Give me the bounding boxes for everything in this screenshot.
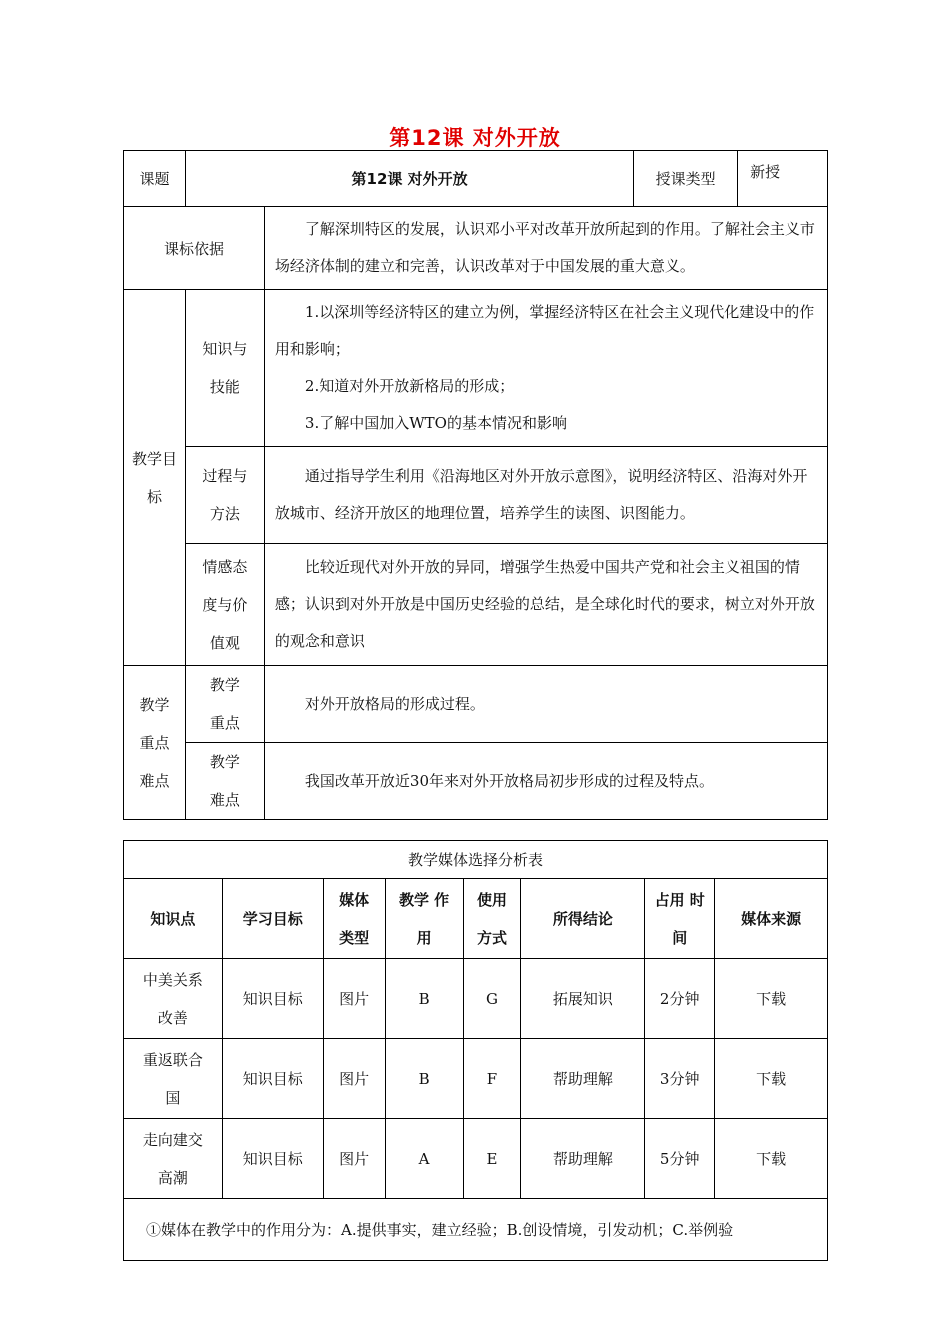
table-cell: B xyxy=(385,959,463,1039)
table-cell: 2分钟 xyxy=(645,959,715,1039)
table-cell: G xyxy=(463,959,521,1039)
col-header: 媒体类型 xyxy=(323,879,385,959)
media-note: ①媒体在教学中的作用分为：A.提供事实，建立经验；B.创设情境，引发动机；C.举例验 xyxy=(124,1199,828,1261)
media-table xyxy=(123,840,828,1261)
col-header: 使用方式 xyxy=(463,879,521,959)
table-cell: 图片 xyxy=(323,959,385,1039)
knowledge-items xyxy=(264,290,827,447)
topic-value: 第12课 对外开放 xyxy=(185,151,633,207)
table-cell: 图片 xyxy=(323,1119,385,1199)
table-cell: 3分钟 xyxy=(645,1039,715,1119)
basis-text: 了解深圳特区的发展，认识邓小平对改革开放所起到的作用。了解社会主义市场经济体制的建立和完善，认识改革对于中国发展的重大意义。 xyxy=(264,207,827,290)
table-cell: 知识目标 xyxy=(222,959,323,1039)
table-cell: 走向建交高潮 xyxy=(124,1119,223,1199)
table-cell: 重返联合国 xyxy=(124,1039,223,1119)
table-cell: 帮助理解 xyxy=(521,1119,645,1199)
table-cell: 下载 xyxy=(715,1039,828,1119)
type-value: 新授 xyxy=(738,151,828,207)
key-label: 教学重点 xyxy=(185,666,264,743)
col-header: 学习目标 xyxy=(222,879,323,959)
basis-label: 课标依据 xyxy=(124,207,265,290)
table-cell: B xyxy=(385,1039,463,1119)
emotion-label: 情感态度与价值观 xyxy=(185,544,264,666)
difficult-text: 我国改革开放近30年来对外开放格局初步形成的过程及特点。 xyxy=(264,743,827,820)
lesson-plan-table xyxy=(123,150,828,820)
col-header: 所得结论 xyxy=(521,879,645,959)
col-header: 知识点 xyxy=(124,879,223,959)
difficult-label: 教学难点 xyxy=(185,743,264,820)
table-cell: 中美关系改善 xyxy=(124,959,223,1039)
table-cell: 拓展知识 xyxy=(521,959,645,1039)
process-label: 过程与方法 xyxy=(185,447,264,544)
knowledge-item: 3.了解中国加入WTO的基本情况和影响 xyxy=(304,414,567,432)
process-text: 通过指导学生利用《沿海地区对外开放示意图》，说明经济特区、沿海对外开放城市、经济开放区的地理位置，培养学生的读图、识图能力。 xyxy=(264,447,827,544)
page-title: 第12课 对外开放 xyxy=(389,126,561,150)
key-text: 对外开放格局的形成过程。 xyxy=(264,666,827,743)
goals-label: 教学目标 xyxy=(124,290,186,666)
col-header: 教学 作用 xyxy=(385,879,463,959)
type-label: 授课类型 xyxy=(634,151,738,207)
table-cell: 知识目标 xyxy=(222,1119,323,1199)
table-row xyxy=(124,959,828,1039)
keypoints-label: 教学重点难点 xyxy=(124,666,186,820)
table-row xyxy=(124,1119,828,1199)
emotion-text: 比较近现代对外开放的异同，增强学生热爱中国共产党和社会主义祖国的情感；认识到对外开放是中国历史经验的总结，是全球化时代的要求，树立对外开放的观念和意识 xyxy=(264,544,827,666)
knowledge-item: 2.知道对外开放新格局的形成； xyxy=(304,377,515,395)
col-header: 占用 时间 xyxy=(645,879,715,959)
col-header: 媒体来源 xyxy=(715,879,828,959)
knowledge-label: 知识与技能 xyxy=(185,290,264,447)
table-row xyxy=(124,1039,828,1119)
table-cell: 帮助理解 xyxy=(521,1039,645,1119)
table-cell: 5分钟 xyxy=(645,1119,715,1199)
knowledge-item: 1.以深圳等经济特区的建立为例，掌握经济特区在社会主义现代化建设中的作用和影响； xyxy=(274,303,815,358)
table-cell: F xyxy=(463,1039,521,1119)
table-cell: 知识目标 xyxy=(222,1039,323,1119)
table-cell: 下载 xyxy=(715,959,828,1039)
table-cell: E xyxy=(463,1119,521,1199)
table-cell: A xyxy=(385,1119,463,1199)
table-cell: 下载 xyxy=(715,1119,828,1199)
media-table-title: 教学媒体选择分析表 xyxy=(124,841,828,879)
table-cell: 图片 xyxy=(323,1039,385,1119)
topic-label: 课题 xyxy=(124,151,186,207)
